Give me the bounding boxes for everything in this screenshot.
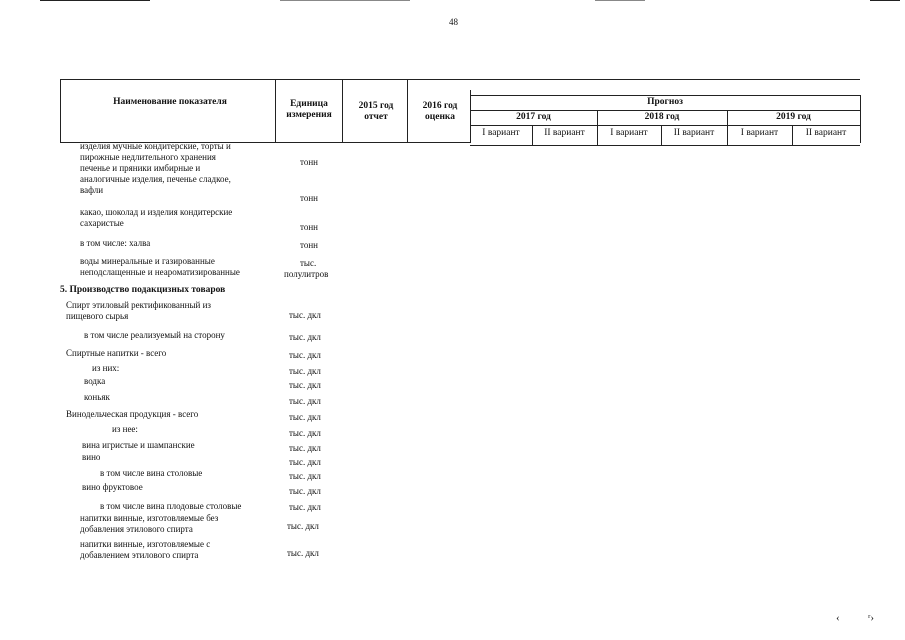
row-label: Винодельческая продукция - всего — [66, 409, 199, 419]
row-label: сахаристые — [80, 218, 124, 228]
header-2019: 2019 год — [776, 112, 811, 122]
row-label: в том числе реализуемый на сторону — [84, 330, 225, 340]
row-unit: тыс. дкл — [289, 332, 321, 342]
header-2018: 2018 год — [644, 112, 680, 122]
scan-artifact — [40, 0, 150, 1]
page-number: 48 — [449, 17, 458, 27]
scan-artifact — [870, 0, 900, 1]
row-label: в том числе: халва — [80, 238, 151, 248]
row-unit: тыс. дкл — [289, 471, 321, 481]
header-2017-v2: II вариант — [544, 128, 585, 138]
row-unit: тыс. дкл — [289, 366, 321, 376]
header-forecast: Прогноз — [647, 97, 683, 107]
row-unit: тыс. дкл — [289, 412, 321, 422]
row-label: из нее: — [112, 424, 138, 434]
row-unit: тыс. дкл — [289, 502, 321, 512]
row-label: вина игристые и шампанские — [82, 440, 195, 450]
row-label: в том числе вина плодовые столовые — [100, 501, 242, 511]
header-2015: 2015 год отчет — [358, 101, 394, 122]
header-2017-v1: I вариант — [482, 128, 520, 138]
header-2019-v2: II вариант — [805, 128, 847, 138]
row-unit: тыс. дкл — [289, 428, 321, 438]
row-label: пирожные недлительного хранения — [80, 152, 216, 162]
row-unit: тыс. дкл — [289, 443, 321, 453]
row-label: Спирт этиловый ректификованный из — [66, 300, 211, 310]
row-label: воды минеральные и газированные — [80, 256, 215, 266]
row-label: из них: — [92, 363, 120, 373]
row-label: напитки винные, изготовляемые с — [80, 539, 211, 549]
header-unit: Единица измерения — [286, 99, 332, 120]
row-unit: полулитров — [284, 269, 329, 279]
scan-mark: ʳ› — [868, 612, 875, 624]
header-2018-v1: I вариант — [610, 128, 648, 138]
row-label: пищевого сырья — [66, 311, 129, 321]
header-2018-v2: II вариант — [673, 128, 715, 138]
scan-mark: ‹ — [836, 612, 840, 624]
row-unit: тыс. дкл — [289, 396, 321, 406]
row-label: напитки винные, изготовляемые без — [80, 513, 219, 523]
row-label: аналогичные изделия, печенье сладкое, — [80, 174, 231, 184]
row-label: в том числе вина столовые — [100, 468, 203, 478]
row-label: неподслащенные и неароматизированные — [80, 267, 240, 277]
row-unit: тыс. дкл — [289, 380, 321, 390]
row-unit: тонн — [300, 157, 318, 167]
row-unit: тыс. — [300, 258, 317, 268]
header-2016: 2016 год оценка — [422, 101, 458, 122]
row-unit: тыс. дкл — [289, 310, 321, 320]
row-label: вафли — [80, 185, 104, 195]
row-label: добавлением этилового спирта — [80, 550, 199, 560]
row-label: какао, шоколад и изделия кондитерские — [80, 207, 233, 217]
row-unit: тыс. дкл — [289, 350, 321, 360]
row-unit: тыс. дкл — [287, 521, 319, 531]
row-unit: тонн — [300, 193, 318, 203]
row-unit: тыс. дкл — [289, 486, 321, 496]
row-unit: тыс. дкл — [289, 457, 321, 467]
scan-artifact — [595, 0, 645, 1]
row-label: добавления этилового спирта — [80, 524, 193, 534]
row-unit: тонн — [300, 222, 318, 232]
row-label: вино фруктовое — [82, 482, 143, 492]
row-label: вино — [82, 452, 101, 462]
row-unit: тыс. дкл — [287, 548, 319, 558]
header-2019-v1: I вариант — [740, 128, 779, 138]
row-label: водка — [84, 376, 106, 386]
row-label: изделия мучные кондитерские, торты и — [80, 141, 231, 151]
row-unit: тонн — [300, 240, 318, 250]
section-title: 5. Производство подакцизных товаров — [60, 285, 226, 295]
row-label: Спиртные напитки - всего — [66, 348, 167, 358]
header-name: Наименование показателя — [113, 97, 227, 107]
row-label: печенье и пряники имбирные и — [80, 163, 201, 173]
row-label: коньяк — [84, 392, 110, 402]
scan-artifact — [280, 0, 410, 1]
header-2017: 2017 год — [516, 112, 551, 122]
